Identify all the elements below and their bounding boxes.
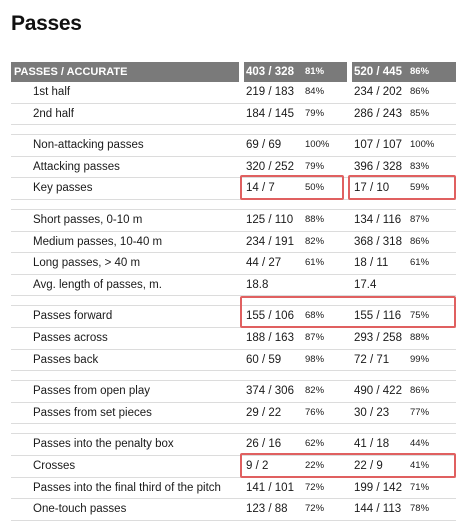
team1-value: 29 / 22 [246, 406, 282, 419]
table-row [11, 380, 456, 403]
team1-percent: 88% [305, 213, 325, 225]
team2-percent: 75% [410, 310, 430, 322]
team1-percent: 79% [305, 107, 325, 119]
row-label: Attacking passes [33, 160, 120, 173]
team1-percent: 98% [305, 353, 325, 365]
team1-value: 14 / 7 [246, 182, 275, 195]
team1-percent: 79% [305, 160, 325, 172]
row-label: Long passes, > 40 m [33, 257, 141, 270]
team1-value: 184 / 145 [246, 107, 294, 120]
row-label: Medium passes, 10-40 m [33, 235, 163, 248]
team2-value: 30 / 23 [354, 406, 390, 419]
team1-value: 9 / 2 [246, 459, 269, 472]
team1-percent: 72% [305, 481, 325, 493]
team2-percent: 83% [410, 160, 430, 172]
table-header [11, 62, 456, 82]
team2-percent: 61% [410, 257, 430, 269]
row-label: Passes across [33, 331, 108, 344]
team1-percent: 100% [305, 139, 330, 151]
team1-value: 219 / 183 [246, 86, 294, 98]
row-label: One-touch passes [33, 503, 127, 516]
team1-percent: 82% [305, 385, 325, 397]
team1-percent: 82% [305, 235, 325, 247]
team1-percent: 87% [305, 331, 325, 343]
team2-value: 17.4 [354, 278, 377, 291]
team1-value: 141 / 101 [246, 481, 294, 494]
team2-value: 41 / 18 [354, 438, 390, 451]
team2-value: 286 / 243 [354, 107, 402, 120]
team2-value: 144 / 113 [354, 503, 402, 516]
table-row [11, 275, 456, 297]
column-separator [347, 62, 352, 82]
table-row [11, 157, 456, 179]
team2-value: 72 / 71 [354, 353, 390, 366]
team1-percent: 22% [305, 459, 325, 471]
header-team2-percent: 86% [410, 66, 430, 77]
row-label: Passes from open play [33, 385, 150, 398]
team2-percent: 86% [410, 385, 430, 397]
team1-percent: 62% [305, 438, 325, 450]
team1-percent: 50% [305, 182, 325, 194]
team2-value: 396 / 328 [354, 160, 402, 173]
team1-value: 374 / 306 [246, 385, 294, 398]
table-row [11, 209, 456, 232]
team2-value: 134 / 116 [354, 213, 402, 226]
table-row [11, 134, 456, 157]
table-row [11, 253, 456, 275]
team2-percent: 99% [410, 353, 430, 365]
header-label: PASSES / ACCURATE [14, 66, 128, 78]
team1-value: 155 / 106 [246, 310, 294, 323]
table-row [11, 232, 456, 254]
row-label: 2nd half [33, 107, 74, 120]
team2-value: 17 / 10 [354, 182, 390, 195]
team2-percent: 88% [410, 331, 430, 343]
row-label: Passes forward [33, 310, 113, 323]
row-label: Short passes, 0-10 m [33, 213, 143, 226]
team1-value: 234 / 191 [246, 235, 294, 248]
table-row [11, 178, 456, 200]
team2-percent: 41% [410, 459, 430, 471]
team1-value: 44 / 27 [246, 257, 282, 270]
team2-percent: 59% [410, 182, 430, 194]
team1-value: 320 / 252 [246, 160, 294, 173]
row-label: Passes into the penalty box [33, 438, 174, 451]
row-label: Crosses [33, 459, 76, 472]
team1-percent: 76% [305, 406, 325, 418]
table-row [11, 350, 456, 372]
team2-value: 368 / 318 [354, 235, 402, 248]
table-row [11, 456, 456, 478]
row-label: Non-attacking passes [33, 139, 144, 152]
passes-table [11, 62, 456, 521]
page-title: Passes [11, 12, 82, 35]
team2-percent: 86% [410, 86, 430, 97]
table-row [11, 499, 456, 521]
table-row [11, 305, 456, 328]
row-label: 1st half [33, 86, 71, 98]
team1-value: 188 / 163 [246, 331, 294, 344]
team1-value: 125 / 110 [246, 213, 294, 226]
team2-value: 293 / 258 [354, 331, 402, 344]
team1-percent: 68% [305, 310, 325, 322]
team1-percent: 72% [305, 503, 325, 515]
team1-value: 18.8 [246, 278, 269, 291]
row-label: Passes from set pieces [33, 406, 152, 419]
table-row [11, 104, 456, 126]
team2-percent: 85% [410, 107, 430, 119]
team1-percent: 61% [305, 257, 325, 269]
team2-value: 234 / 202 [354, 86, 402, 98]
team2-value: 18 / 11 [354, 257, 389, 270]
header-team1-value: 403 / 328 [246, 66, 294, 78]
row-label: Key passes [33, 182, 93, 195]
table-row [11, 478, 456, 500]
table-row [11, 328, 456, 350]
team2-percent: 87% [410, 213, 430, 225]
team1-value: 60 / 59 [246, 353, 282, 366]
team2-value: 490 / 422 [354, 385, 402, 398]
team2-percent: 71% [410, 481, 430, 493]
team2-value: 199 / 142 [354, 481, 402, 494]
team1-value: 26 / 16 [246, 438, 282, 451]
header-team1-percent: 81% [305, 66, 325, 77]
team2-value: 22 / 9 [354, 459, 383, 472]
team1-value: 123 / 88 [246, 503, 288, 516]
table-row [11, 403, 456, 425]
team2-percent: 44% [410, 438, 430, 450]
column-separator [239, 62, 244, 82]
row-label: Passes back [33, 353, 99, 366]
team1-percent: 84% [305, 86, 325, 97]
row-label: Passes into the final third of the pitch [33, 481, 221, 494]
team2-value: 107 / 107 [354, 139, 402, 152]
team2-value: 155 / 116 [354, 310, 402, 323]
header-team2-value: 520 / 445 [354, 66, 402, 78]
team1-value: 69 / 69 [246, 139, 282, 152]
table-row [11, 82, 456, 104]
row-label: Avg. length of passes, m. [33, 278, 162, 291]
team2-percent: 86% [410, 235, 430, 247]
team2-percent: 100% [410, 139, 435, 151]
team2-percent: 77% [410, 406, 430, 418]
team2-percent: 78% [410, 503, 430, 515]
table-row [11, 433, 456, 456]
